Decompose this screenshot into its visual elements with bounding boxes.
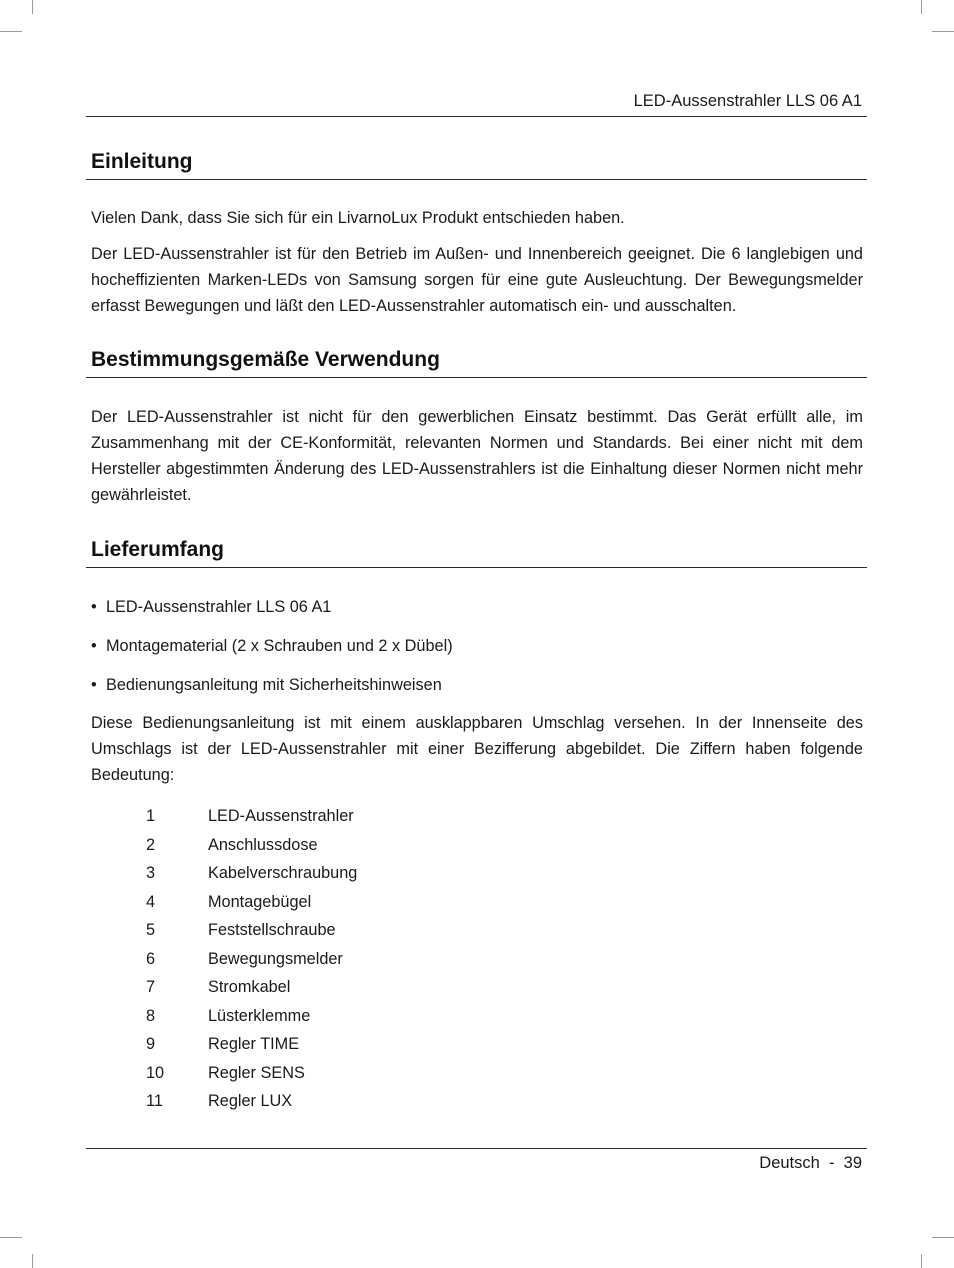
part-name: Lüsterklemme bbox=[208, 1006, 311, 1025]
footer-rule bbox=[86, 1148, 867, 1149]
crop-mark bbox=[32, 1254, 33, 1268]
page-footer: Deutsch - 39 bbox=[759, 1154, 862, 1172]
part-number: 3 bbox=[146, 864, 156, 882]
crop-mark bbox=[0, 1237, 22, 1238]
part-name: Stromkabel bbox=[208, 978, 291, 996]
part-number: 9 bbox=[146, 1035, 156, 1053]
running-header: LED-Aussenstrahler LLS 06 A1 bbox=[633, 92, 862, 110]
crop-mark bbox=[921, 1254, 922, 1268]
list-item-text: LED-Aussenstrahler LLS 06 A1 bbox=[106, 598, 332, 616]
list-item bbox=[91, 596, 331, 618]
header-rule bbox=[86, 116, 867, 117]
intro-paragraph-2: Der LED-Aussenstrahler ist für den Betrieb im Außen- und Innenbereich geeignet. Die 6 langlebigen und hocheffizienten Marken-LEDs von Samsung sorgen für eine gute Ausleuchtung. Der Bewegungsmelder erfasst Bewegungen und läßt den LED-Aussenstrahler automatisch ein- und ausschalten. bbox=[91, 245, 863, 315]
part-name: Bewegungsmelder bbox=[208, 949, 343, 968]
part-name: Regler TIME bbox=[208, 1035, 300, 1053]
part-number: 2 bbox=[146, 835, 156, 854]
section-rule bbox=[86, 377, 867, 378]
usage-paragraph: Der LED-Aussenstrahler ist nicht für den gewerblichen Einsatz bestimmt. Das Gerät erfüllt alle, im Zusammenhang mit der CE-Konformität, relevanten Normen und Standards. Bei einer nicht mit dem Hersteller abgestimmten Änderung des LED-Aussenstrahlers ist die Einhaltung dieser Normen nicht mehr gewährleistet. bbox=[91, 408, 863, 504]
part-name: Montagebügel bbox=[208, 892, 312, 911]
part-number: 7 bbox=[146, 978, 156, 996]
part-number: 10 bbox=[146, 1063, 165, 1082]
part-number: 4 bbox=[146, 892, 156, 911]
heading-usage: Bestimmungsgemäße Verwendung bbox=[91, 348, 440, 371]
part-name: Regler SENS bbox=[208, 1063, 305, 1082]
part-name: Kabelverschraubung bbox=[208, 864, 358, 882]
part-name: Anschlussdose bbox=[208, 835, 318, 854]
part-number: 8 bbox=[146, 1006, 156, 1025]
section-rule bbox=[86, 179, 867, 180]
list-item bbox=[91, 635, 453, 657]
crop-mark bbox=[921, 0, 922, 14]
part-number: 1 bbox=[146, 807, 156, 825]
scope-paragraph: Diese Bedienungsanleitung ist mit einem ausklappbaren Umschlag versehen. In der Innenseite des Umschlags ist der LED-Aussenstrahler mit einer Bezifferung abgebildet. Die Ziffern haben folgende Bedeutung: bbox=[91, 714, 863, 784]
part-name: Feststellschraube bbox=[208, 921, 336, 939]
bullet-icon: • bbox=[91, 598, 97, 616]
bullet-icon: • bbox=[91, 637, 97, 655]
part-number: 5 bbox=[146, 921, 156, 939]
heading-einleitung: Einleitung bbox=[91, 150, 193, 173]
crop-mark bbox=[32, 0, 33, 14]
crop-mark bbox=[932, 31, 954, 32]
part-number: 11 bbox=[146, 1092, 163, 1110]
bullet-icon: • bbox=[91, 676, 97, 694]
intro-paragraph-1: Vielen Dank, dass Sie sich für ein LivarnoLux Produkt entschieden haben. bbox=[91, 209, 625, 227]
list-item bbox=[91, 674, 442, 696]
list-item-text: Montagematerial (2 x Schrauben und 2 x Dübel) bbox=[106, 637, 453, 655]
heading-scope: Lieferumfang bbox=[91, 538, 225, 561]
part-name: Regler LUX bbox=[208, 1092, 293, 1110]
part-number: 6 bbox=[146, 949, 156, 968]
crop-mark bbox=[932, 1237, 954, 1238]
list-item-text: Bedienungsanleitung mit Sicherheitshinweisen bbox=[106, 676, 442, 694]
section-rule bbox=[86, 567, 867, 568]
part-name: LED-Aussenstrahler bbox=[208, 807, 354, 825]
crop-mark bbox=[0, 31, 22, 32]
